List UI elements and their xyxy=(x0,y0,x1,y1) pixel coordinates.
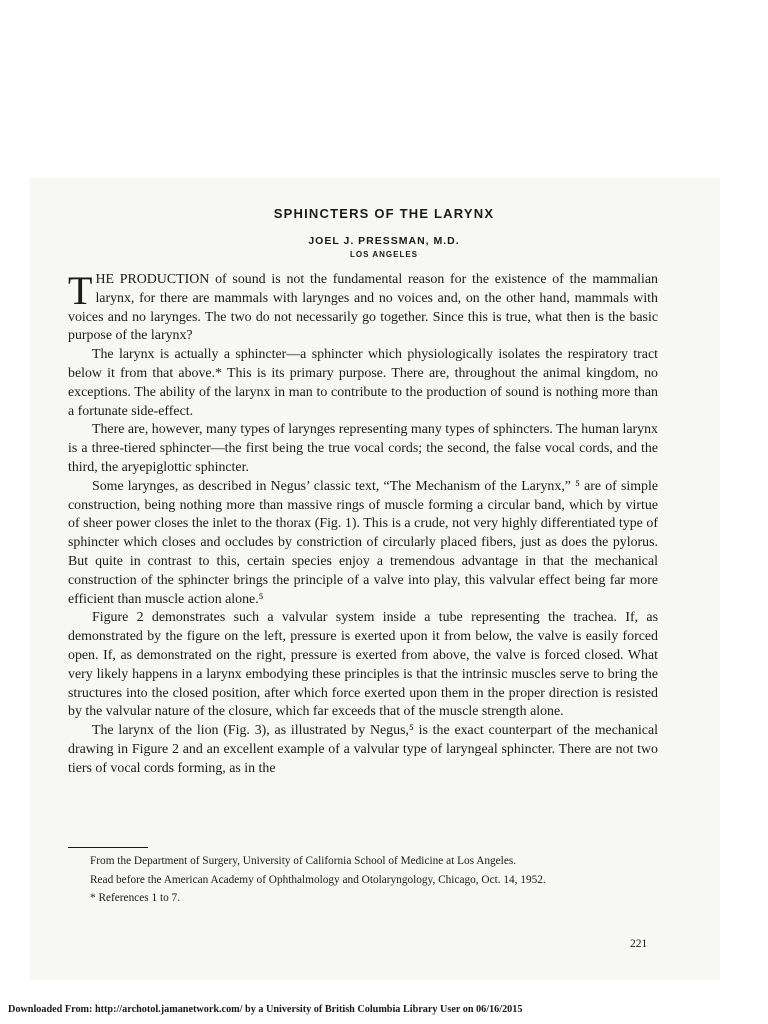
paragraph-text: HE PRODUCTION of sound is not the fundamental reason for the existence of the mammalian larynx, for there are mammals with larynges and no voices and, on the other hand, mammals with voices and no larynges. The two do not necessarily go together. Since this is true, what then is the basic purpose of the larynx? xyxy=(68,272,658,344)
author-name: JOEL J. PRESSMAN, M.D. xyxy=(308,235,460,247)
article-body xyxy=(68,268,658,779)
download-notice: Downloaded From: http://archotol.jamanetwork.com/ by a University of British Columbia Library User on 06/16/2015 xyxy=(8,1004,523,1015)
footnote-divider xyxy=(68,847,148,848)
paragraph: The larynx is actually a sphincter—a sphincter which physiologically isolates the respiratory tract below it from that above.* This is its primary purpose. There are, throughout the animal kingdom, no exceptions. The ability of the larynx in man to contribute to the production of sound is nothing more than a fortunate side-effect. xyxy=(68,347,658,419)
footnotes xyxy=(68,854,658,910)
drop-cap: T xyxy=(68,268,93,313)
paragraph: Some larynges, as described in Negus’ classic text, “The Mechanism of the Larynx,” ⁵ are of simple construction, being nothing more than massive rings of muscle forming a circular band, which by virtue of sheer power closes the inlet to the thorax (Fig. 1). This is a crude, not very highly differentiated type of sphincter which closes and occludes by constriction of circularly placed fibers, just as does the pylorus. But quite in contrast to this, certain species enjoy a tremendous advantage in that the mechanical construction of the sphincter brings the principle of a valve into play, this valvular effect being far more efficient than muscle action alone.⁵ xyxy=(68,478,658,607)
author-affiliation: LOS ANGELES xyxy=(349,250,419,259)
footnote: From the Department of Surgery, University of California School of Medicine at Los Angeles. xyxy=(90,855,517,867)
page-number: 221 xyxy=(630,938,648,950)
paragraph: There are, however, many types of larynges representing many types of sphincters. The human larynx is a three-tiered sphincter—the first being the true vocal cords; the second, the false vocal cords, and the third, the aryepiglottic sphincter. xyxy=(68,422,658,475)
paragraph: The larynx of the lion (Fig. 3), as illustrated by Negus,⁵ is the exact counterpart of the mechanical drawing in Figure 2 and an excellent example of a valvular type of laryngeal sphincter. There are not two tiers of vocal cords forming, as in the xyxy=(68,723,658,776)
footnote: * References 1 to 7. xyxy=(90,892,181,904)
paragraph xyxy=(68,268,658,346)
footnote: Read before the American Academy of Ophthalmology and Otolaryngology, Chicago, Oct. 14, 1952. xyxy=(90,873,546,886)
paragraph: Figure 2 demonstrates such a valvular system inside a tube representing the trachea. If, as demonstrated by the figure on the left, pressure is exerted upon it from below, the valve is easily forced open. If, as demonstrated on the right, pressure is exerted from above, the valve is forced closed. What very likely happens in a larynx embodying these principles is that the intrinsic muscles serve to bring the structures into the closed position, after which force exerted upon them in the proper direction is resisted by the valvular nature of the closure, which far exceeds that of the muscle strength alone. xyxy=(68,610,658,720)
article-title: SPHINCTERS OF THE LARYNX xyxy=(273,206,495,221)
